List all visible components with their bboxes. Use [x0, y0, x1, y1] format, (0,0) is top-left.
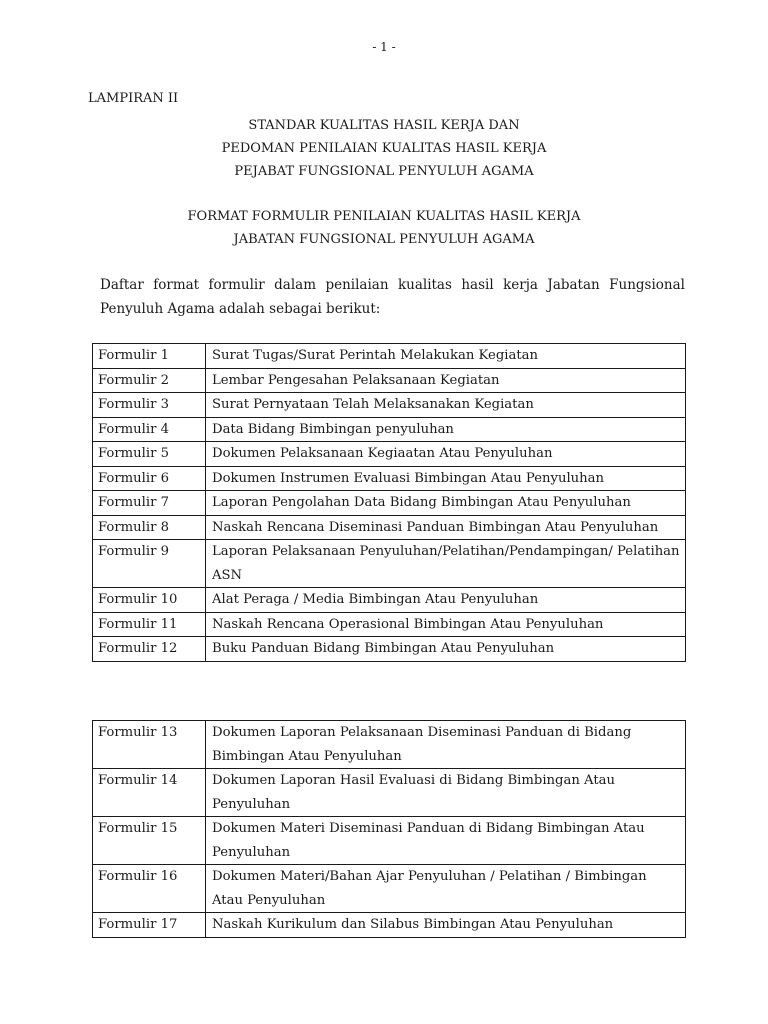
page-number: - 1 -	[372, 40, 396, 54]
table-row	[93, 637, 686, 662]
formulir-number: Formulir 4	[93, 417, 206, 442]
formulir-description: Naskah Rencana Diseminasi Panduan Bimbingan Atau Penyuluhan	[206, 515, 686, 540]
formulir-number: Formulir 15	[93, 817, 206, 865]
formulir-description: Laporan Pelaksanaan Penyuluhan/Pelatihan/Pendampingan/ Pelatihan ASN	[206, 540, 686, 588]
formulir-number: Formulir 11	[93, 612, 206, 637]
table-row	[93, 817, 686, 865]
table-row	[93, 588, 686, 613]
formulir-number: Formulir 14	[93, 769, 206, 817]
formulir-number: Formulir 10	[93, 588, 206, 613]
formulir-description: Dokumen Laporan Pelaksanaan Diseminasi Panduan di Bidang Bimbingan Atau Penyuluhan	[206, 721, 686, 769]
formulir-number: Formulir 5	[93, 442, 206, 467]
table-row	[93, 612, 686, 637]
table-row	[93, 540, 686, 588]
table-row	[93, 442, 686, 467]
formulir-table-2	[92, 720, 686, 938]
table-row	[93, 368, 686, 393]
formulir-number: Formulir 7	[93, 491, 206, 516]
formulir-description: Dokumen Laporan Hasil Evaluasi di Bidang Bimbingan Atau Penyuluhan	[206, 769, 686, 817]
title-line: STANDAR KUALITAS HASIL KERJA DAN	[248, 118, 520, 133]
formulir-number: Formulir 17	[93, 913, 206, 938]
formulir-number: Formulir 13	[93, 721, 206, 769]
formulir-description: Dokumen Materi Diseminasi Panduan di Bidang Bimbingan Atau Penyuluhan	[206, 817, 686, 865]
formulir-description: Dokumen Instrumen Evaluasi Bimbingan Atau Penyuluhan	[206, 466, 686, 491]
formulir-number: Formulir 8	[93, 515, 206, 540]
table-row	[93, 344, 686, 369]
formulir-number: Formulir 1	[93, 344, 206, 369]
formulir-description: Dokumen Materi/Bahan Ajar Penyuluhan / Pelatihan / Bimbingan Atau Penyuluhan	[206, 865, 686, 913]
document-subtitle	[0, 205, 768, 251]
formulir-description: Lembar Pengesahan Pelaksanaan Kegiatan	[206, 368, 686, 393]
table-row	[93, 721, 686, 769]
table-row	[93, 417, 686, 442]
table-row	[93, 466, 686, 491]
formulir-description: Naskah Kurikulum dan Silabus Bimbingan Atau Penyuluhan	[206, 913, 686, 938]
formulir-description: Laporan Pengolahan Data Bidang Bimbingan Atau Penyuluhan	[206, 491, 686, 516]
formulir-number: Formulir 9	[93, 540, 206, 588]
formulir-description: Naskah Rencana Operasional Bimbingan Atau Penyuluhan	[206, 612, 686, 637]
document-title	[0, 114, 768, 183]
formulir-number: Formulir 6	[93, 466, 206, 491]
formulir-description: Dokumen Pelaksanaan Kegiaatan Atau Penyuluhan	[206, 442, 686, 467]
lampiran-label: LAMPIRAN II	[88, 91, 179, 106]
formulir-table-1	[92, 343, 686, 662]
title-line: PEJABAT FUNGSIONAL PENYULUH AGAMA	[234, 164, 534, 179]
table-row	[93, 913, 686, 938]
subtitle-line: JABATAN FUNGSIONAL PENYULUH AGAMA	[233, 232, 535, 247]
formulir-description: Alat Peraga / Media Bimbingan Atau Penyuluhan	[206, 588, 686, 613]
formulir-description: Surat Pernyataan Telah Melaksanakan Kegiatan	[206, 393, 686, 418]
formulir-description: Data Bidang Bimbingan penyuluhan	[206, 417, 686, 442]
table-row	[93, 769, 686, 817]
intro-paragraph: Daftar format formulir dalam penilaian kualitas hasil kerja Jabatan Fungsional Penyuluh Agama adalah sebagai berikut:	[100, 277, 685, 317]
formulir-number: Formulir 3	[93, 393, 206, 418]
table-row	[93, 393, 686, 418]
title-line: PEDOMAN PENILAIAN KUALITAS HASIL KERJA	[221, 141, 547, 156]
formulir-number: Formulir 2	[93, 368, 206, 393]
formulir-description: Buku Panduan Bidang Bimbingan Atau Penyuluhan	[206, 637, 686, 662]
table-row	[93, 491, 686, 516]
table-row	[93, 865, 686, 913]
formulir-description: Surat Tugas/Surat Perintah Melakukan Kegiatan	[206, 344, 686, 369]
subtitle-line: FORMAT FORMULIR PENILAIAN KUALITAS HASIL KERJA	[187, 209, 581, 224]
formulir-number: Formulir 12	[93, 637, 206, 662]
table-row	[93, 515, 686, 540]
formulir-number: Formulir 16	[93, 865, 206, 913]
